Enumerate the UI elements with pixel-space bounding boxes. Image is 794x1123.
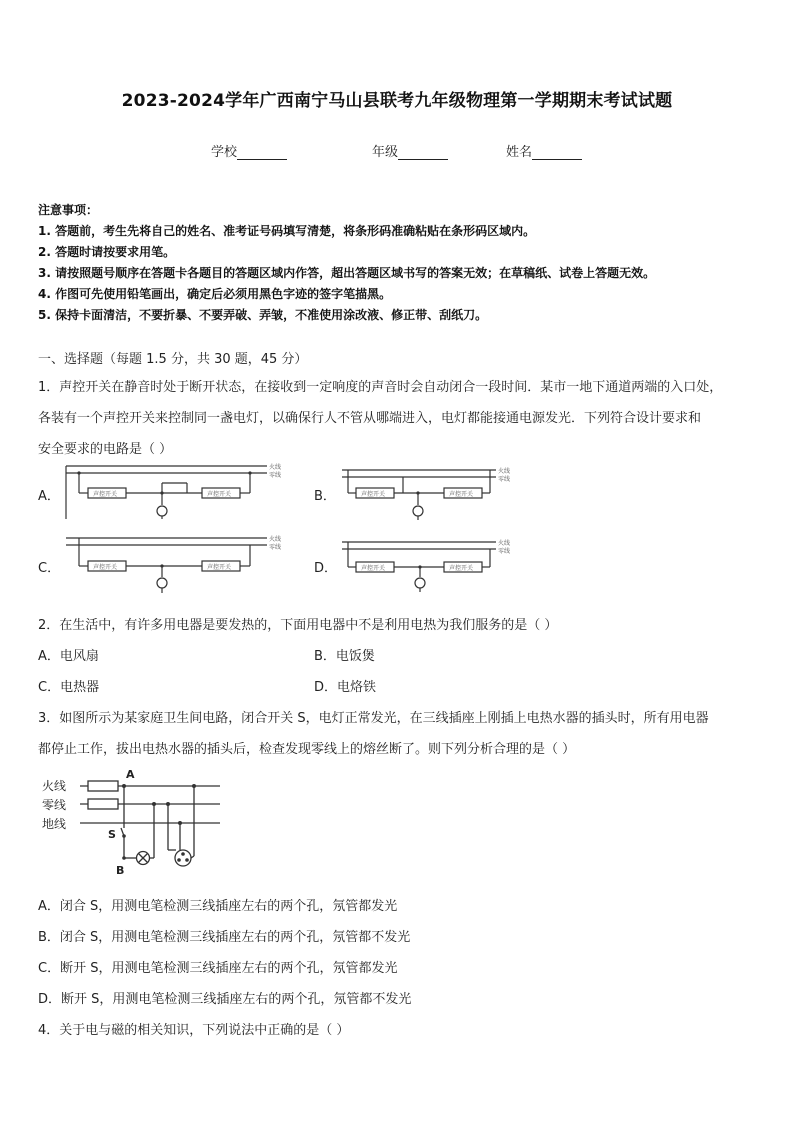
q1-option-c-label: C． (38, 561, 61, 576)
neutral-wire-label: 零线 (498, 548, 511, 555)
grade-blank (398, 147, 448, 160)
q1-circuit-a (62, 461, 292, 523)
school-label: 学校 (211, 145, 238, 160)
name-field (506, 141, 582, 160)
section-heading: 一、选择题（每题 1.5 分，共 30 题，45 分） (38, 352, 308, 367)
name-blank (532, 147, 582, 160)
exam-title: 2023-2024学年广西南宁马山县联考九年级物理第一学期期末考试试题 (121, 91, 673, 111)
q2-option-d: D．电烙铁 (314, 680, 377, 695)
q3-option-a: A．闭合 S，用测电笔检测三线插座左右的两个孔，氖管都发光 (38, 899, 398, 914)
live-wire-label: 火线 (42, 779, 67, 793)
q1-line-2: 各装有一个声控开关来控制同一盏电灯，以确保行人不管从哪端进入，电灯都能接通电源发光．下列符合设计要求和 (38, 411, 702, 426)
live-wire-label: 火线 (498, 540, 511, 547)
neutral-wire-label: 零线 (269, 472, 282, 479)
neutral-wire-label: 零线 (42, 798, 67, 812)
point-b-label: B (116, 864, 125, 877)
grade-field (372, 141, 448, 160)
q1-circuit-b (338, 465, 528, 523)
school-field (211, 141, 287, 160)
q1-option-a-label: A． (38, 489, 60, 504)
q3-line-2: 都停止工作，拔出电热水器的插头后，检查发现零线上的熔丝断了。则下列分析合理的是（ ） (38, 742, 576, 757)
q1-line-3: 安全要求的电路是（ ） (38, 442, 173, 457)
q1-option-b-label: B． (314, 489, 336, 504)
q2-option-b: B．电饭煲 (314, 649, 375, 664)
switch-label: 声控开关 (93, 564, 118, 571)
q4-stem: 4．关于电与磁的相关知识，下列说法中正确的是（ ） (38, 1023, 350, 1038)
live-wire-label: 火线 (269, 536, 282, 543)
note-item: 4. 作图可先使用铅笔画出，确定后必须用黑色字迹的签字笔描黑。 (38, 287, 392, 301)
note-item: 3. 请按照题号顺序在答题卡各题目的答题区域内作答，超出答题区域书写的答案无效；在草稿纸、试卷上答题无效。 (38, 266, 656, 280)
note-item: 2. 答题时请按要求用笔。 (38, 245, 176, 259)
switch-label: 声控开关 (93, 491, 118, 498)
note-item: 5. 保持卡面清洁，不要折暴、不要弄破、弄皱，不准使用涂改液、修正带、刮纸刀。 (38, 308, 488, 322)
q3-option-b: B．闭合 S，用测电笔检测三线插座左右的两个孔，氖管都不发光 (38, 930, 411, 945)
note-item: 1. 答题前，考生先将自己的姓名、准考证号码填写清楚，将条形码准确粘贴在条形码区域内。 (38, 224, 536, 238)
q3-circuit-diagram (40, 766, 240, 878)
switch-label: 声控开关 (207, 491, 232, 498)
switch-label: 声控开关 (449, 565, 474, 572)
live-wire-label: 火线 (269, 464, 282, 471)
q3-line-1: 3．如图所示为某家庭卫生间电路，闭合开关 S，电灯正常发光，在三线插座上刚插上电热水器的插头时，所有用电器 (38, 711, 709, 726)
point-a-label: A (126, 768, 135, 781)
switch-label: 声控开关 (449, 491, 474, 498)
q1-circuit-d (338, 537, 528, 595)
grade-label: 年级 (372, 145, 399, 160)
live-wire-label: 火线 (498, 468, 511, 475)
q2-stem: 2．在生活中，有许多用电器是要发热的，下面用电器中不是利用电热为我们服务的是（ ） (38, 618, 558, 633)
school-blank (237, 147, 287, 160)
q2-option-a: A．电风扇 (38, 649, 99, 664)
name-label: 姓名 (506, 145, 533, 160)
q2-option-c: C．电热器 (38, 680, 100, 695)
switch-label: 声控开关 (361, 565, 386, 572)
q3-option-c: C．断开 S，用测电笔检测三线插座左右的两个孔，氖管都发光 (38, 961, 398, 976)
switch-label: 声控开关 (361, 491, 386, 498)
notes-section (38, 200, 768, 326)
notes-heading: 注意事项： (38, 203, 99, 217)
q1-circuit-c (62, 533, 292, 597)
q1-option-d-label: D． (314, 561, 338, 576)
neutral-wire-label: 零线 (498, 476, 511, 483)
q3-option-d: D．断开 S，用测电笔检测三线插座左右的两个孔，氖管都不发光 (38, 992, 412, 1007)
neutral-wire-label: 零线 (269, 544, 282, 551)
switch-s-label: S (108, 828, 116, 841)
q1-line-1: 1．声控开关在静音时处于断开状态，在接收到一定响度的声音时会自动闭合一段时间．某市一地下通道两端的入口处， (38, 380, 723, 395)
switch-label: 声控开关 (207, 564, 232, 571)
ground-wire-label: 地线 (42, 817, 67, 831)
